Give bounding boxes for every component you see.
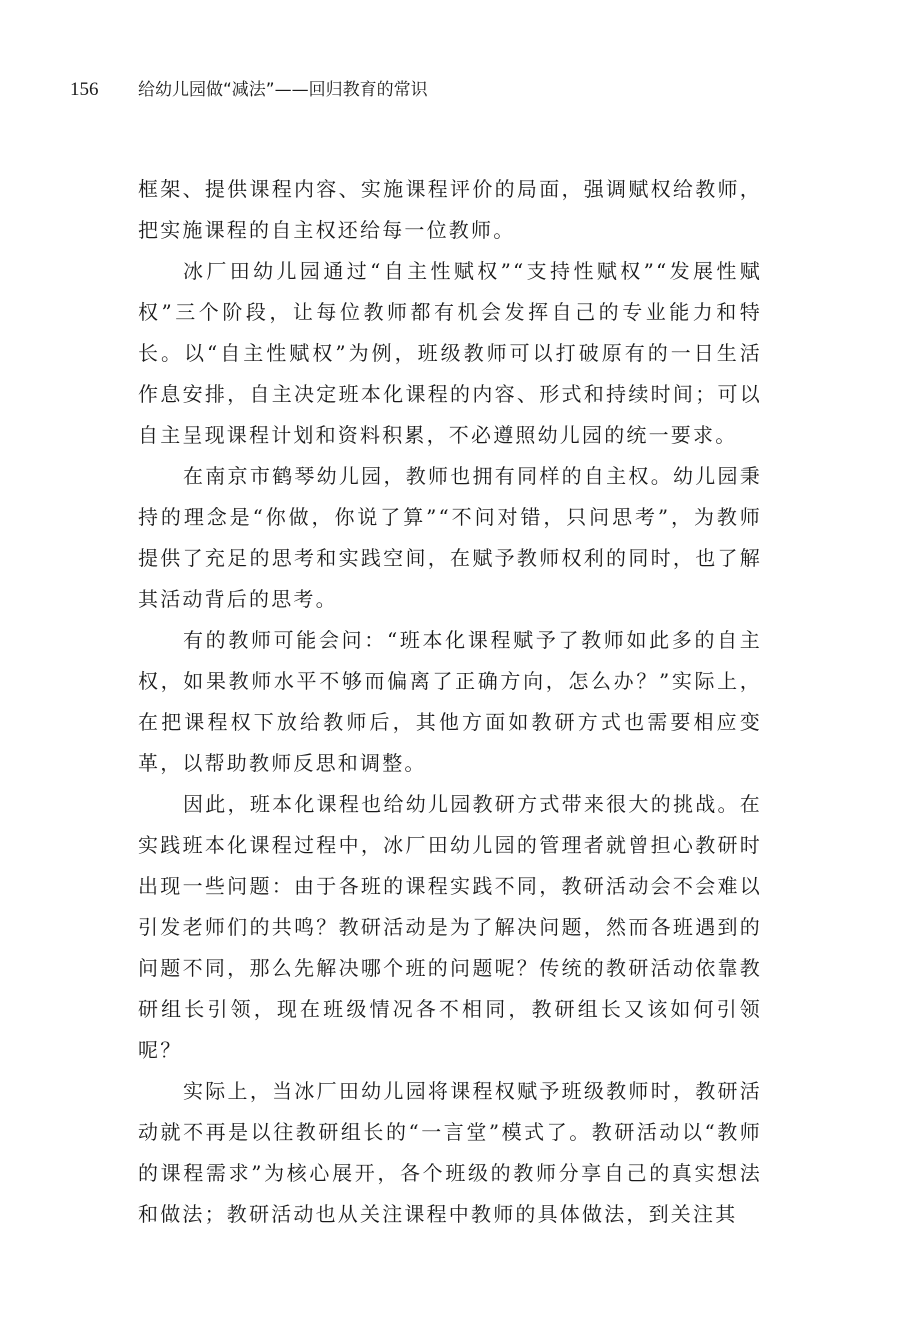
paragraph-research-challenge: 因此，班本化课程也给幼儿园教研方式带来很大的挑战。在实践班本化课程过程中，冰厂田幼儿园的管理者就曾担心教研时出现一些问题：由于各班的课程实践不同，教研活动会不会难以引发老师们的共鸣？教研活动是为了解决问题，然而各班遇到的问题不同，那么先解决哪个班的问题呢？传统的教研活动依靠教研组长引领，现在班级情况各不相同，教研组长又该如何引领呢？ [138,792,762,1062]
running-header [70,78,770,102]
paragraph-research-model: 实际上，当冰厂田幼儿园将课程权赋予班级教师时，教研活动就不再是以往教研组长的“一言堂”模式了。教研活动以“教师的课程需求”为核心展开，各个班级的教师分享自己的真实想法和做法；教研活动也从关注课程中教师的具体做法，到关注其 [138,1079,762,1226]
paragraph-nanjing-heqin: 在南京市鹤琴幼儿园，教师也拥有同样的自主权。幼儿园秉持的理念是“你做，你说了算”“不问对错，只问思考”，为教师提供了充足的思考和实践空间，在赋予教师权利的同时，也了解其活动背后的思考。 [138,464,762,611]
paragraph-teacher-question: 有的教师可能会问：“班本化课程赋予了教师如此多的自主权，如果教师水平不够而偏离了正确方向，怎么办？”实际上，在把课程权下放给教师后，其他方面如教研方式也需要相应变革，以帮助教师反思和调整。 [138,628,762,775]
paragraph-bingchangtian-empowerment: 冰厂田幼儿园通过“自主性赋权”“支持性赋权”“发展性赋权”三个阶段，让每位教师都有机会发挥自己的专业能力和特长。以“自主性赋权”为例，班级教师可以打破原有的一日生活作息安排，自主决定班本化课程的内容、形式和持续时间；可以自主呈现课程计划和资料积累，不必遵照幼儿园的统一要求。 [138,259,762,447]
paragraph-continued: 框架、提供课程内容、实施课程评价的局面，强调赋权给教师，把实施课程的自主权还给每一位教师。 [138,177,762,242]
page-number: 156 [70,79,99,100]
book-title: 给幼儿园做“减法”——回归教育的常识 [138,80,428,100]
body-text [138,169,762,1235]
